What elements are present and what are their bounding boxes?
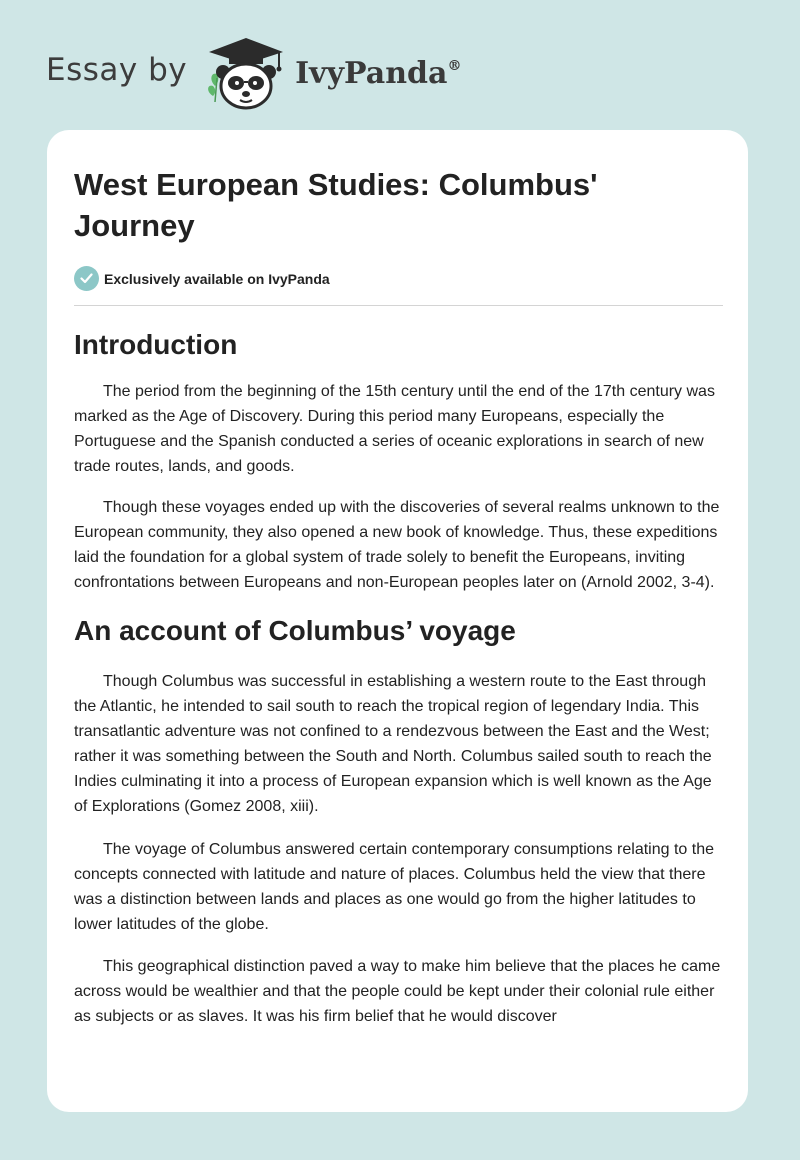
exclusive-badge-label: Exclusively available on IvyPanda <box>104 270 330 287</box>
section-heading-voyage: An account of Columbus’ voyage <box>74 615 516 646</box>
registered-mark: ® <box>447 57 462 74</box>
paragraph: The period from the beginning of the 15th century until the end of the 17th century was marked as the Age of Discovery. During this period many Europeans, especially the Portuguese and the Spanish conducted a series of oceanic explorations in search of new trade routes, lands, and goods. <box>74 383 715 475</box>
panda-graduate-icon <box>203 34 289 114</box>
brand-name: IvyPanda® <box>295 55 462 91</box>
site-header <box>46 34 461 114</box>
section-heading-introduction: Introduction <box>74 329 238 360</box>
exclusive-badge <box>74 266 724 291</box>
ivypanda-logo[interactable] <box>203 34 461 114</box>
check-icon <box>74 266 99 291</box>
paragraph: This geographical distinction paved a way to make him believe that the places he came across would be wealthier and that the people could be kept under their colonial rule either as subjects or as slaves. It was his firm belief that he would discover <box>74 958 721 1025</box>
paragraph: The voyage of Columbus answered certain contemporary consumptions relating to the concepts connected with latitude and nature of places. Columbus held the view that there was a distinction between lands and places as one would go from the higher latitudes to lower latitudes of the globe. <box>74 841 714 933</box>
essay-by-label: Essay by <box>46 52 188 88</box>
essay-content <box>74 164 724 1029</box>
page-title: West European Studies: Columbus' Journey <box>74 167 598 243</box>
paragraph: Though these voyages ended up with the discoveries of several realms unknown to the European community, they also opened a new book of knowledge. Thus, these expeditions laid the foundation for a global system of trade solely to benefit the Europeans, inviting confrontations between Europeans and non-European peoples later on (Arnold 2002, 3-4). <box>74 499 720 591</box>
essay-card <box>47 130 748 1112</box>
paragraph: Though Columbus was successful in establishing a western route to the East through the Atlantic, he intended to sail south to reach the tropical region of legendary India. This transatlantic adventure was not confined to a rendezvous between the East and the West; rather it was something between the South and North. Columbus sailed south to reach the Indies culminating it into a process of European expansion which is well known as the Age of Explorations (Gomez 2008, xiii). <box>74 673 712 815</box>
divider <box>74 305 723 306</box>
